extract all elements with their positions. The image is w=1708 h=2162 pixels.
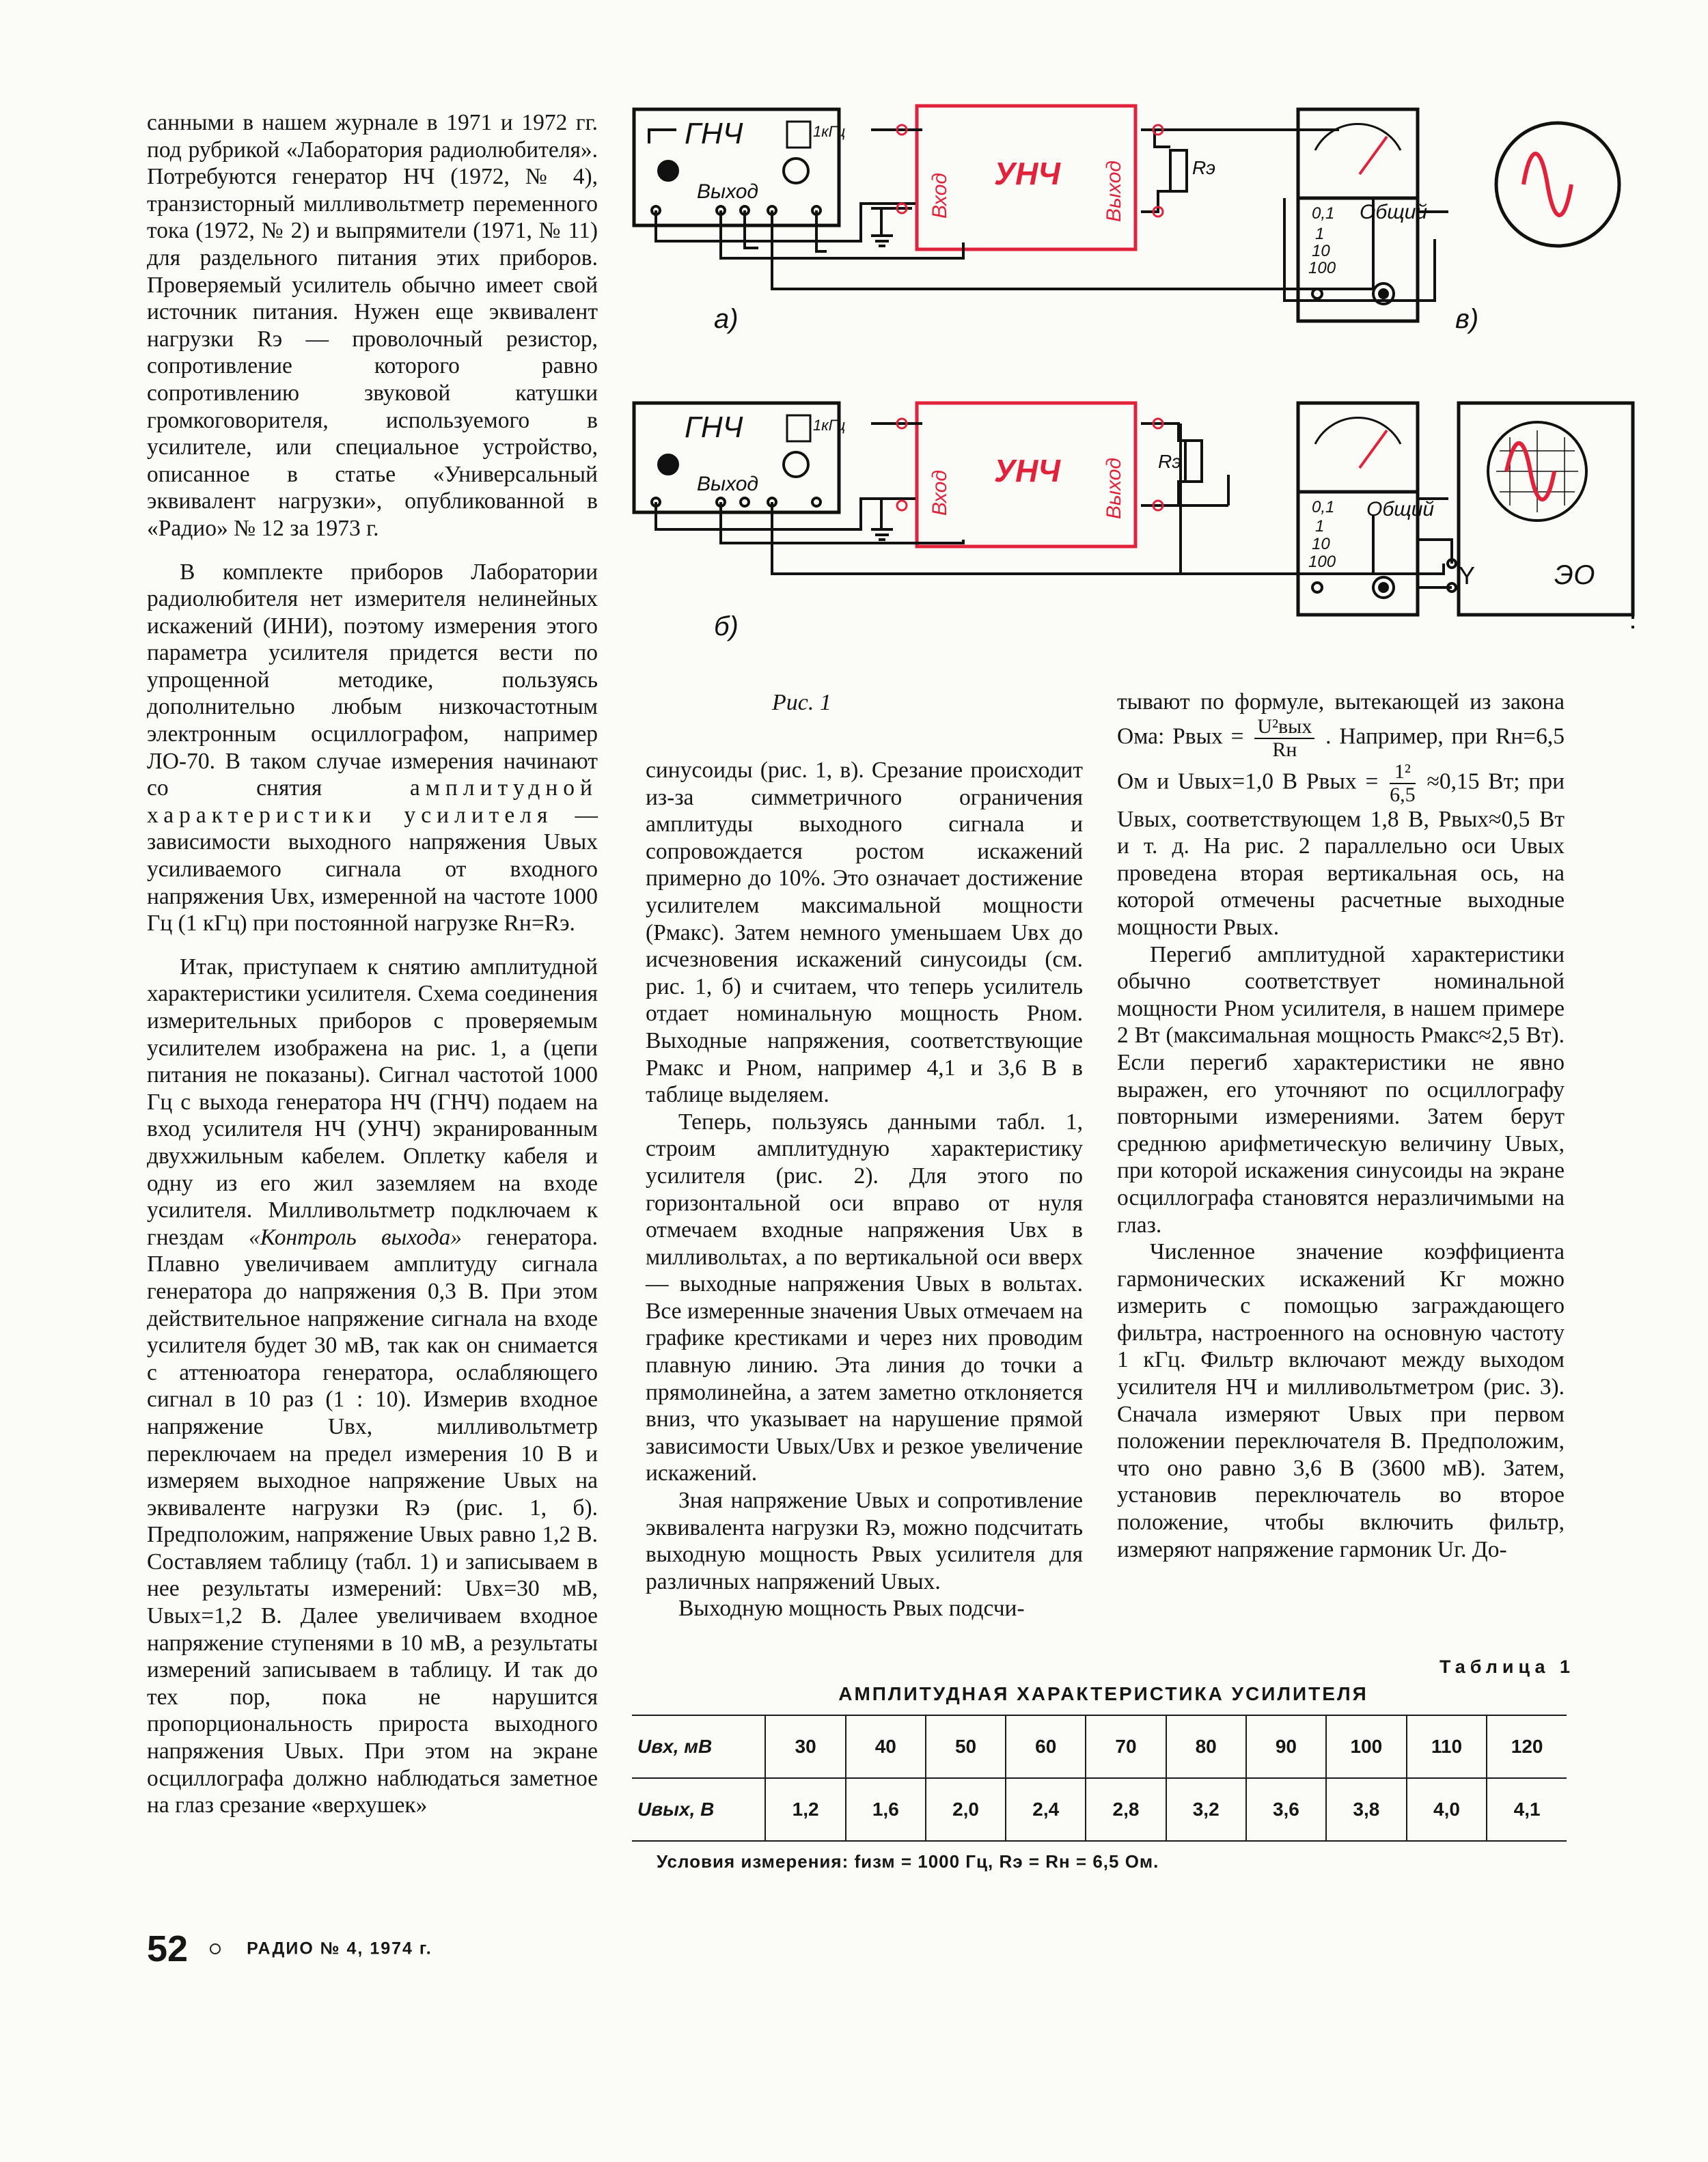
measurement-conditions: Условия измерения: fизм = 1000 Гц, Rэ = Rн = 6,5 Ом. [657,1851,1159,1872]
scale-label-b1: 0,1 [1312,498,1335,516]
table-cell: 120 [1487,1715,1567,1778]
table-cell: 40 [846,1715,926,1778]
table-row-input [632,1715,1567,1778]
col3-paragraph-3: Численное значение коэффициента гармонических искажений Kг можно измерить с помощью заграждающего фильтра, настроенного на основную частоту 1 кГц. Фильтр включают между выходом усилителя НЧ и милливольтметром (рис. 3). Сначала измеряют Uвых при первом положении переключателя В. Предположим, что оно равно 3,6 В (3600 мВ). Затем, установив переключатель во второе положение, чтобы включить фильтр, измеряют напряжение гармоник Uг. До- [1117,1239,1565,1562]
common-label-a: Общий [1360,201,1428,223]
table-cell: 50 [926,1715,1006,1778]
formula-power: $\frac{\text{U²вых}}{Rн}$ [1254,716,1314,761]
col2-paragraph-1: синусоиды (рис. 1, в). Срезание происходит из-за симметричного ограничения амплитуды выходного сигнала и сопровождается ростом искажений примерно до 10%. Это означает достижение усилителем максимальной мощности (Pмакс). Затем немного уменьшаем Uвх до исчезновения искажений синусоиды (см. рис. 1, б) и считаем, что теперь усилитель отдает номинальную мощность Pном. Выходные напряжения, соответствующие Pмакс и Pном, например 4,1 и 3,6 В в таблице выделяем. [646,758,1083,1108]
khz-label-b: 1кГц [813,417,846,434]
unch-label-b: УНЧ [994,453,1060,488]
table-cell: 3,2 [1166,1778,1246,1841]
eo-label: ЭО [1554,560,1595,590]
text-column-1 [147,109,598,1819]
table-cell: 3,8 [1326,1778,1407,1841]
table-cell: 80 [1166,1715,1246,1778]
formula-example: $\frac{\text{1²}}{6,5}$ [1390,760,1416,806]
load-resistor-a [1170,150,1187,191]
col1-paragraph-1: санными в нашем журнале в 1971 и 1972 гг. под рубрикой «Лаборатория радиолюбителя». Потребуются генератор НЧ (1972, № 4), транзисторный милливольтметр переменного тока (1972, № 2) и выпрямители (1971, № 11) для раздельного питания этих приборов. Проверяемый усилитель обычно имеет свой источник питания. Нужен еще эквивалент нагрузки Rэ — проволочный резистор, сопротивление которого равно сопротивлению звуковой катушки громкоговорителя, используемого в усилителе, или специальное устройство, описанное в статье «Универсальный эквивалент нагрузки», опубликованной в «Радио» № 12 за 1973 г. [147,110,598,541]
khz-label-a: 1кГц [813,123,846,140]
table-cell: 4,0 [1407,1778,1487,1841]
col1-paragraph-2: В комплекте приборов Лаборатории радиолюбителя нет измерителя нелинейных искажений (ИНИ), поэтому измерения этого параметра усилителя придется вести по упрощенной методике, пользуясь дополнительно любым низкочастотным электронным осциллографом, например ЛО-70. В таком случае измерения начинают со снятия амплитудной характеристики усилителя — зависимости выходного напряжения Uвых усиливаемого сигнала от входного напряжения Uвх, измеренной на частоте 1000 Гц (1 кГц) при постоянной нагрузке Rн=Rэ. [147,559,598,937]
scale-label-a1: 0,1 [1312,204,1335,223]
y-input-label: Y [1459,562,1476,590]
input-label-a: Вход [928,173,951,219]
table-cell: 70 [1086,1715,1166,1778]
scale-label-b3: 10 [1312,535,1330,553]
load-label-b: Rэ [1158,451,1181,472]
table-cell: 2,0 [926,1778,1006,1841]
common-label-b: Общий [1366,498,1435,521]
table-cell: 60 [1006,1715,1086,1778]
col2-paragraph-2: Теперь, пользуясь данными табл. 1, строим амплитудную характеристику усилителя (рис. 2). Для этого по горизонтальной оси вправо от нуля отмечаем входные напряжения Uвх в милливольтах, а по вертикальной оси вверх — выходные напряжения Uвых в вольтах. Все измеренные значения Uвых отмечаем на графике крестиками и через них проводим плавную линию. Эта линия до точки а прямолинейна, а затем заметно отклоняется вниз, что указывает на нарушение прямой зависимости Uвых/Uвх и резкое увеличение искажений. [646,1109,1083,1486]
scope-circle-v [1496,123,1619,246]
scale-label-a2: 1 [1315,225,1325,243]
col3-paragraph-1: тывают по формуле, вытекающей из закона Ома: Pвых = $\frac{\text{U²вых}}{Rн}$ . Например, при Rн=6,5 Ом и Uвых=1,0 В Pвых = $\frac{\text{1²}}{6,5}$ ≈0,15 Вт; при Uвых, соответствующем 1,8 В, Pвых≈0,5 Вт и т. д. На рис. 2 параллельно оси Uвых проведена вторая вертикальная ось, на которой отмечены расчетные выходные мощности Pвых. [1117,689,1565,940]
label-a: а) [714,304,739,334]
separator-circle-icon [210,1943,221,1954]
table-cell: 30 [765,1715,845,1778]
oscilloscope-box [1459,403,1633,615]
amp-output-label-b: Выход [1103,457,1125,519]
output-label-b: Выход [697,473,759,495]
unch-label-a: УНЧ [994,156,1060,191]
text-column-2 [646,757,1083,1622]
table-cell: 110 [1407,1715,1487,1778]
table-cell: 1,2 [765,1778,845,1841]
scale-label-b4: 100 [1308,553,1336,571]
col2-paragraph-3: Зная напряжение Uвых и сопротивление эквивалента нагрузки Rэ, можно подсчитать выходную мощность Pвых усилителя для различных напряжений Uвых. [646,1488,1083,1594]
table-cell: 3,6 [1246,1778,1326,1841]
page-footer [147,1928,432,1970]
millivoltmeter-box-b [1298,403,1418,492]
figure-1-schematic [601,102,1681,683]
text-column-3 [1117,689,1565,1563]
label-v: в) [1455,304,1479,334]
output-label-a: Выход [697,180,759,203]
col3-paragraph-2: Перегиб амплитудной характеристики обычно соответствует номинальной мощности Pном усилителя, в нашем примере 2 Вт (максимальная мощность Pмакс≈2,5 Вт). Если перегиб характеристики не явно выражен, его уточняют по осциллографу повторными измерениями. Затем берут среднюю арифметическую величину Uвых, при которой искажения синусоиды на экране осциллографа становятся неразличимыми на глаз. [1117,941,1565,1238]
table-cell: 1,6 [846,1778,926,1841]
col2-paragraph-4: Выходную мощность Pвых подсчи- [678,1596,1025,1622]
scale-label-b2: 1 [1315,517,1325,536]
gnch-label-b: ГНЧ [685,411,743,444]
row-header-output: Uвых, В [632,1778,765,1841]
millivoltmeter-box-a [1298,109,1418,198]
table-cell: 2,4 [1006,1778,1086,1841]
scale-label-a4: 100 [1308,259,1336,277]
label-b: б) [714,611,739,641]
table-title: АМПЛИТУДНАЯ ХАРАКТЕРИСТИКА УСИЛИТЕЛЯ [838,1683,1368,1704]
table-label: Таблица 1 [1439,1657,1575,1677]
amplitude-table [632,1715,1567,1842]
table-1 [632,1657,1575,1872]
amp-output-label-a: Выход [1103,160,1125,222]
row-header-input: Uвх, мВ [632,1715,765,1778]
scale-label-a3: 10 [1312,242,1330,260]
table-cell: 100 [1326,1715,1407,1778]
figure-caption: Рис. 1 [772,690,831,715]
page-number: 52 [147,1928,189,1969]
col1-paragraph-3: Итак, приступаем к снятию амплитудной характеристики усилителя. Схема соединения измерительных приборов с проверяемым усилителем изображена на рис. 1, а (цепи питания не показаны). Сигнал частотой 1000 Гц с выхода генератора НЧ (ГНЧ) подаем на вход усилителя НЧ (УНЧ) экранированным двухжильным кабелем. Оплетку кабеля и одну из его жил заземляем на входе усилителя. Милливольтметр подключаем к гнездам «Контроль выхода» генератора. Плавно увеличиваем амплитуду сигнала генератора до напряжения 0,3 В. При этом действительное напряжение сигнала на входе усилителя будет 30 мВ, так как он снимается с аттенюатора генератора, ослабляющего сигнал в 10 раз (1 : 10). Измерив входное напряжение Uвх, милливольтметр переключаем на предел измерения 10 В и измеряем выходное напряжение Uвых на эквиваленте нагрузки Rэ (рис. 1, б). Предположим, напряжение Uвых равно 1,2 В. Составляем таблицу (табл. 1) и записываем в нее результаты измерений: Uвх=30 мВ, Uвых=1,2 В. Далее увеличиваем входное напряжение ступенями в 10 мВ, а результаты измерений записываем в таблицу. И так до тех пор, пока не нарушится пропорциональность прироста выходного напряжения Uвых. При этом на экране осциллографа должно наблюдаться заметное на глаз срезание «верхушек» [147,954,598,1818]
input-label-b: Вход [928,470,951,516]
table-row-output [632,1778,1567,1841]
table-cell: 90 [1246,1715,1326,1778]
load-resistor-b [1185,441,1202,482]
journal-issue: РАДИО № 4, 1974 г. [247,1939,432,1958]
table-cell: 2,8 [1086,1778,1166,1841]
table-cell: 4,1 [1487,1778,1567,1841]
emphasis-amplitude-char: амплитудной характеристики усилителя [147,775,598,828]
load-label-a: Rэ [1192,157,1215,178]
emphasis-control-output: «Контроль выхода» [248,1224,463,1250]
gnch-label-a: ГНЧ [685,117,743,150]
